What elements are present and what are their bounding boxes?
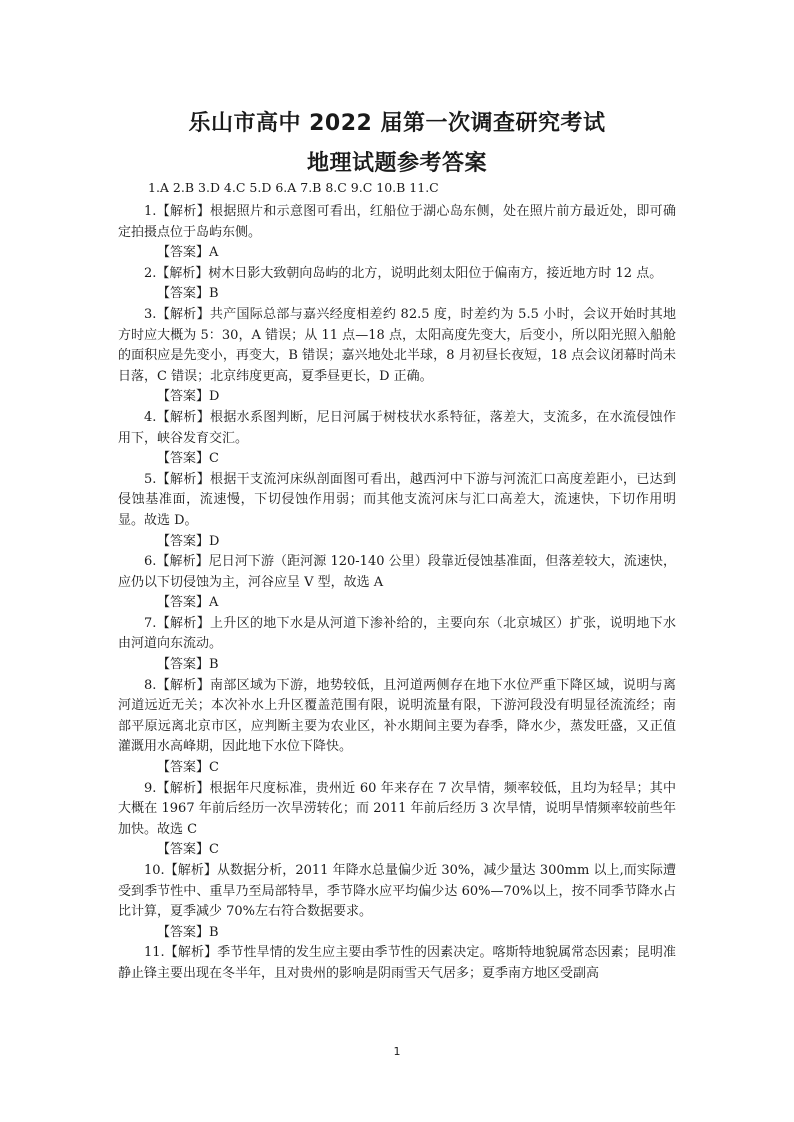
answer-line: 【答案】B [157, 286, 219, 302]
answer-key-line: 1.A 2.B 3.D 4.C 5.D 6.A 7.B 8.C 9.C 10.B 11.C [148, 180, 439, 195]
answer-line: 【答案】A [157, 595, 219, 611]
answer-line: 【答案】A [157, 245, 219, 261]
page-subtitle: 地理试题参考答案 [306, 151, 487, 176]
answer-line: 【答案】C [157, 451, 219, 467]
answer-line: 【答案】D [157, 533, 220, 549]
answer-line: 【答案】C [157, 760, 219, 776]
answer-line: 【答案】C [157, 842, 219, 858]
analysis-paragraph: 1.【解析】根据照片和示意图可看出，红船位于湖心岛东侧，处在照片前方最近处，即可确定拍摄点位于岛屿东侧。 [118, 204, 676, 240]
analysis-body [118, 202, 676, 985]
answer-line: 【答案】B [157, 924, 219, 940]
analysis-paragraph: 10.【解析】从数据分析，2011 年降水总量偏少近 30%，减少量达 300mm 以上,而实际遭受到季节性中、重旱乃至局部特旱，季节降水应平均偏少达 60%—70%以上，按不同季节降水占比计算，夏季减少 70%左右符合数据要求。 [118, 863, 676, 920]
analysis-paragraph: 2.【解析】树木日影大致朝向岛屿的北方，说明此刻太阳位于偏南方，接近地方时 12 点。 [144, 265, 663, 281]
analysis-paragraph: 6.【解析】尼日河下游（距河源 120-140 公里）段靠近侵蚀基准面，但落差较大，流速快，应仍以下切侵蚀为主，河谷应呈 V 型，故选 A [118, 554, 676, 590]
analysis-paragraph: 4.【解析】根据水系图判断，尼日河属于树枝状水系特征，落差大，支流多，在水流侵蚀作用下，峡谷发育交汇。 [118, 409, 676, 446]
analysis-paragraph: 11.【解析】季节性旱情的发生应主要由季节性的因素决定。喀斯特地貌属常态因素；昆明准静止锋主要出现在冬半年，且对贵州的影响是阴雨雪天气居多；夏季南方地区受副高 [118, 945, 676, 981]
answer-line: 【答案】B [157, 657, 219, 673]
analysis-paragraph: 5.【解析】根据干支流河床纵剖面图可看出，越西河中下游与河流汇口高度差距小，已达到侵蚀基准面，流速慢，下切侵蚀作用弱；而其他支流河床与汇口高差大，流速快，下切作用明显。故选 D。 [118, 471, 676, 528]
answer-line: 【答案】D [157, 389, 220, 405]
analysis-paragraph: 9.【解析】根据年尺度标准，贵州近 60 年来存在 7 次旱情，频率较低，且均为轻旱；其中大概在 1967 年前后经历一次旱涝转化；而 2011 年前后经历 3 次旱情，说明旱情频率较前些年加快。故选 C [118, 780, 676, 837]
analysis-paragraph: 7.【解析】上升区的地下水是从河道下渗补给的，主要向东（北京城区）扩张，说明地下水由河道向东流动。 [118, 615, 676, 652]
page-number: 1 [393, 1045, 401, 1058]
analysis-paragraph: 3.【解析】共产国际总部与嘉兴经度相差约 82.5 度，时差约为 5.5 小时，会议开始时其地方时应大概为 5：30，A 错误；从 11 点—18 点，太阳高度先变大，后变小，所以阳光照入船舱的面积应是先变小，再变大，B 错误；嘉兴地处北半球，8 月初昼长夜短，18 点会议闭幕时尚未日落，C 错误；北京纬度更高，夏季昼更长，D 正确。 [118, 306, 676, 384]
analysis-paragraph: 8.【解析】南部区域为下游，地势较低，且河道两侧存在地下水位严重下降区域，说明与离河道远近无关；本次补水上升区覆盖范围有限，说明流量有限，下游河段没有明显径流流经；南部平原远离北京市区，应判断主要为农业区，补水期间主要为春季，降水少，蒸发旺盛，又正值灌溉用水高峰期，因此地下水位下降快。 [118, 677, 676, 755]
page-title: 乐山市高中 2022 届第一次调查研究考试 [188, 111, 606, 136]
